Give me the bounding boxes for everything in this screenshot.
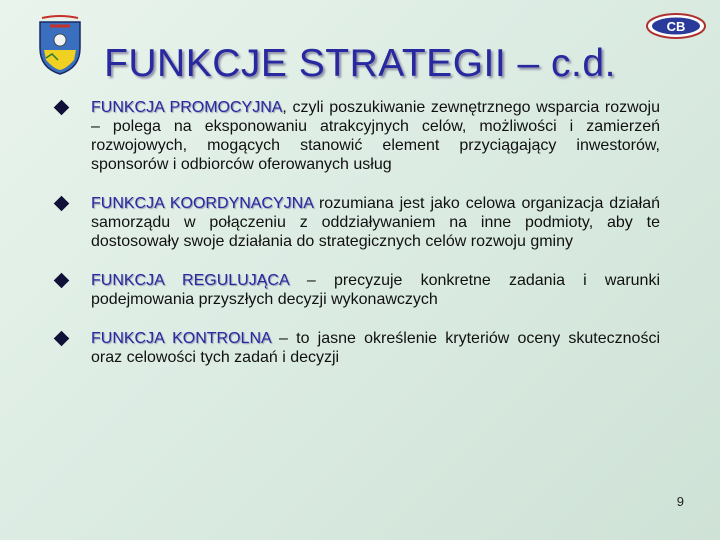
bullet-item [54,329,660,367]
bullet-item [54,271,660,309]
diamond-bullet-icon [54,273,70,289]
cb-logo [645,12,707,40]
bullet-item [54,194,660,251]
bullet-term: FUNKCJA KOORDYNACYJNA [91,195,313,212]
diamond-bullet-icon [54,196,70,212]
bullet-text: – precyzuje konkretne zadania i warunki podejmowania przyszłych decyzji wykonawczych [91,272,661,308]
slide-title: FUNKCJE STRATEGII – c.d. [104,42,616,85]
bullet-item [54,98,660,174]
diamond-bullet-icon [54,331,70,347]
cb-logo-text: CB [666,19,686,34]
page-number: 9 [676,494,684,509]
bullet-term: FUNKCJA REGULUJĄCA [91,272,289,289]
bullet-text: – to jasne określenie kryteriów oceny skuteczności oraz celowości tych zadań i decyzji [91,330,660,366]
bullet-list [54,98,660,367]
bullet-term: FUNKCJA KONTROLNA [91,330,271,347]
bullet-text: rozumiana jest jako celowa organizacja działań samorządu w połączeniu z oddziaływaniem na inne podmioty, aby te dostosowały swoje działania do strategicznych celów rozwoju gminy [91,195,661,250]
bullet-text: , czyli poszukiwanie zewnętrznego wsparcia rozwoju – polega na eksponowaniu atrakcyjnych celów, możliwości i zamierzeń rozwojowych, mogących stanowić element przyciągający inwestorów, sponsorów i odbiorców oferowanych usług [91,99,660,173]
diamond-bullet-icon [54,100,70,116]
bullet-term: FUNKCJA PROMOCYJNA [91,99,283,116]
